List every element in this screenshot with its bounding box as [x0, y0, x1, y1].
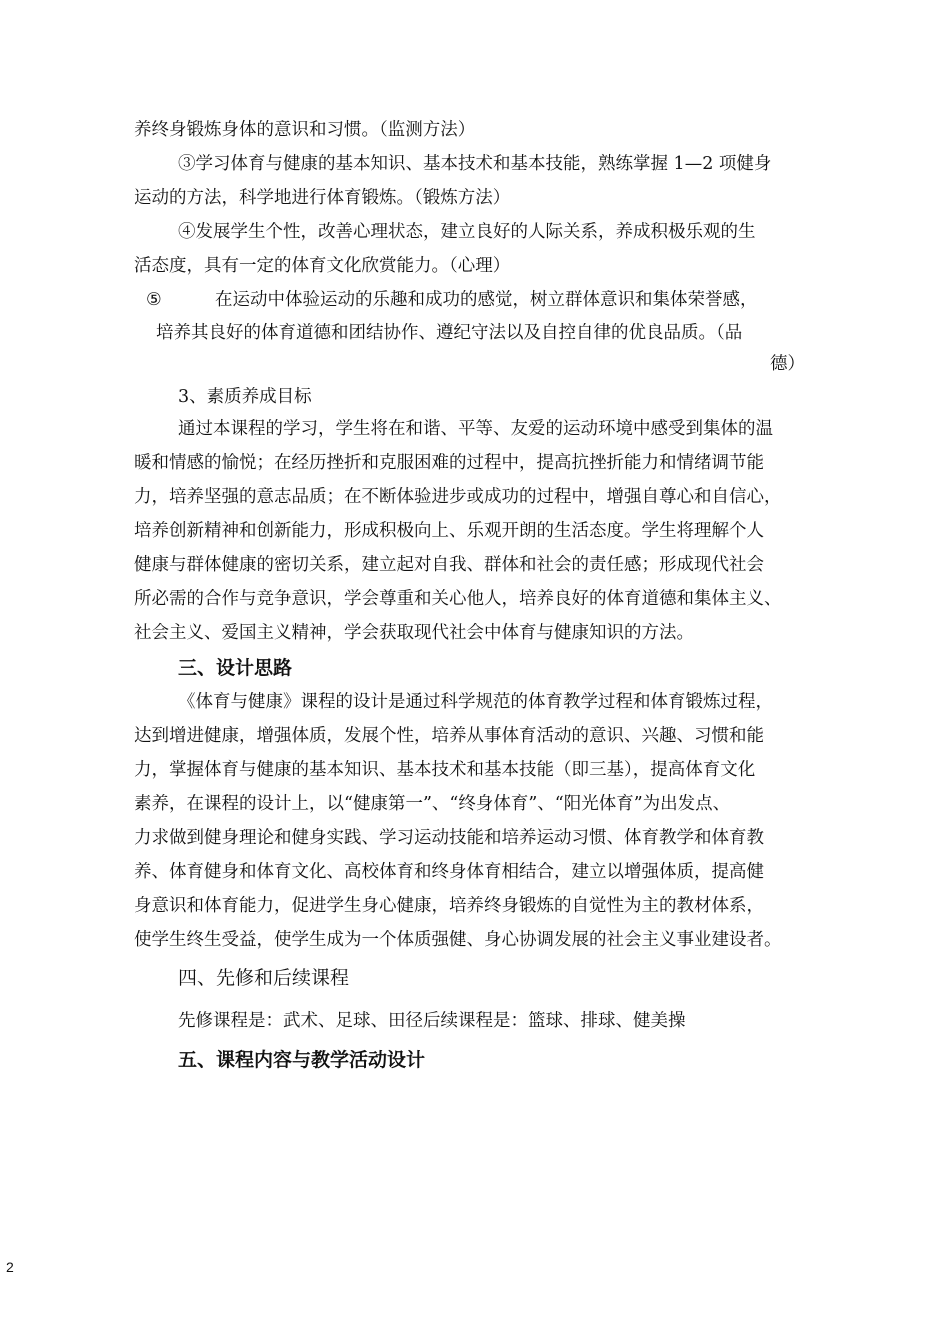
paragraph-line: 使学生终生受益，使学生成为一个体质强健、身心协调发展的社会主义事业建设者。	[134, 930, 782, 950]
paragraph-line: 力求做到健身理论和健身实践、学习运动技能和培养运动习惯、体育教学和体育教	[134, 828, 764, 848]
paragraph-line: 力，掌握体育与健康的基本知识、基本技术和基本技能（即三基），提高体育文化	[134, 760, 756, 780]
section-heading: 五、课程内容与教学活动设计	[178, 1049, 426, 1071]
page-number: 2	[6, 1259, 14, 1275]
section-heading: 三、设计思路	[178, 657, 293, 679]
objective-item-5-cont: 培养其良好的体育道德和团结协作、遵纪守法以及自控自律的优良品质。（品	[156, 323, 743, 343]
paragraph-line: 力，培养坚强的意志品质；在不断体验进步或成功的过程中，增强自尊心和自信心，	[134, 487, 782, 507]
objective-item-4: ④发展学生个性，改善心理状态，建立良好的人际关系，养成积极乐观的生	[178, 222, 756, 242]
paragraph-line: 暖和情感的愉悦；在经历挫折和克服困难的过程中，提高抗挫折能力和情绪调节能	[134, 453, 764, 473]
objective-item-5-marker: ⑤	[146, 290, 162, 310]
paragraph-line: 身意识和体育能力，促进学生身心健康，培养终身锻炼的自觉性为主的教材体系，	[134, 896, 764, 916]
paragraph-line: 先修课程是：武术、足球、田径后续课程是：篮球、排球、健美操	[178, 1011, 686, 1031]
paragraph-line: 健康与群体健康的密切关系，建立起对自我、群体和社会的责任感；形成现代社会	[134, 555, 764, 575]
objective-item-5-tail: 德）	[770, 354, 805, 374]
paragraph-line: 《体育与健康》课程的设计是通过科学规范的体育教学过程和体育锻炼过程，	[178, 692, 773, 712]
paragraph-line: 素养，在课程的设计上，以“健康第一”、“终身体育”、“阳光体育”为出发点、	[134, 794, 731, 814]
paragraph-line: 社会主义、爱国主义精神，学会获取现代社会中体育与健康知识的方法。	[134, 623, 694, 643]
objective-item-3-cont: 运动的方法，科学地进行体育锻炼。（锻炼方法）	[134, 188, 511, 208]
paragraph-line: 培养创新精神和创新能力，形成积极向上、乐观开朗的生活态度。学生将理解个人	[134, 521, 764, 541]
paragraph-line: 养、体育健身和体育文化、高校体育和终身体育相结合，建立以增强体质，提高健	[134, 862, 764, 882]
section-heading: 四、先修和后续课程	[178, 967, 350, 989]
objective-item-3: ③学习体育与健康的基本知识、基本技术和基本技能，熟练掌握 1—2 项健身	[178, 154, 772, 174]
objectives-line: 养终身锻炼身体的意识和习惯。（监测方法）	[134, 120, 476, 140]
objective-item-5: 在运动中体验运动的乐趣和成功的感觉，树立群体意识和集体荣誉感，	[215, 290, 758, 310]
paragraph-line: 达到增进健康，增强体质，发展个性，培养从事体育活动的意识、兴趣、习惯和能	[134, 726, 764, 746]
paragraph-line: 通过本课程的学习，学生将在和谐、平等、友爱的运动环境中感受到集体的温	[178, 419, 773, 439]
paragraph-line: 所必需的合作与竞争意识，学会尊重和关心他人，培养良好的体育道德和集体主义、	[134, 589, 782, 609]
subsection-heading: 3、素质养成目标	[178, 387, 312, 407]
objective-item-4-cont: 活态度，具有一定的体育文化欣赏能力。（心理）	[134, 256, 511, 276]
